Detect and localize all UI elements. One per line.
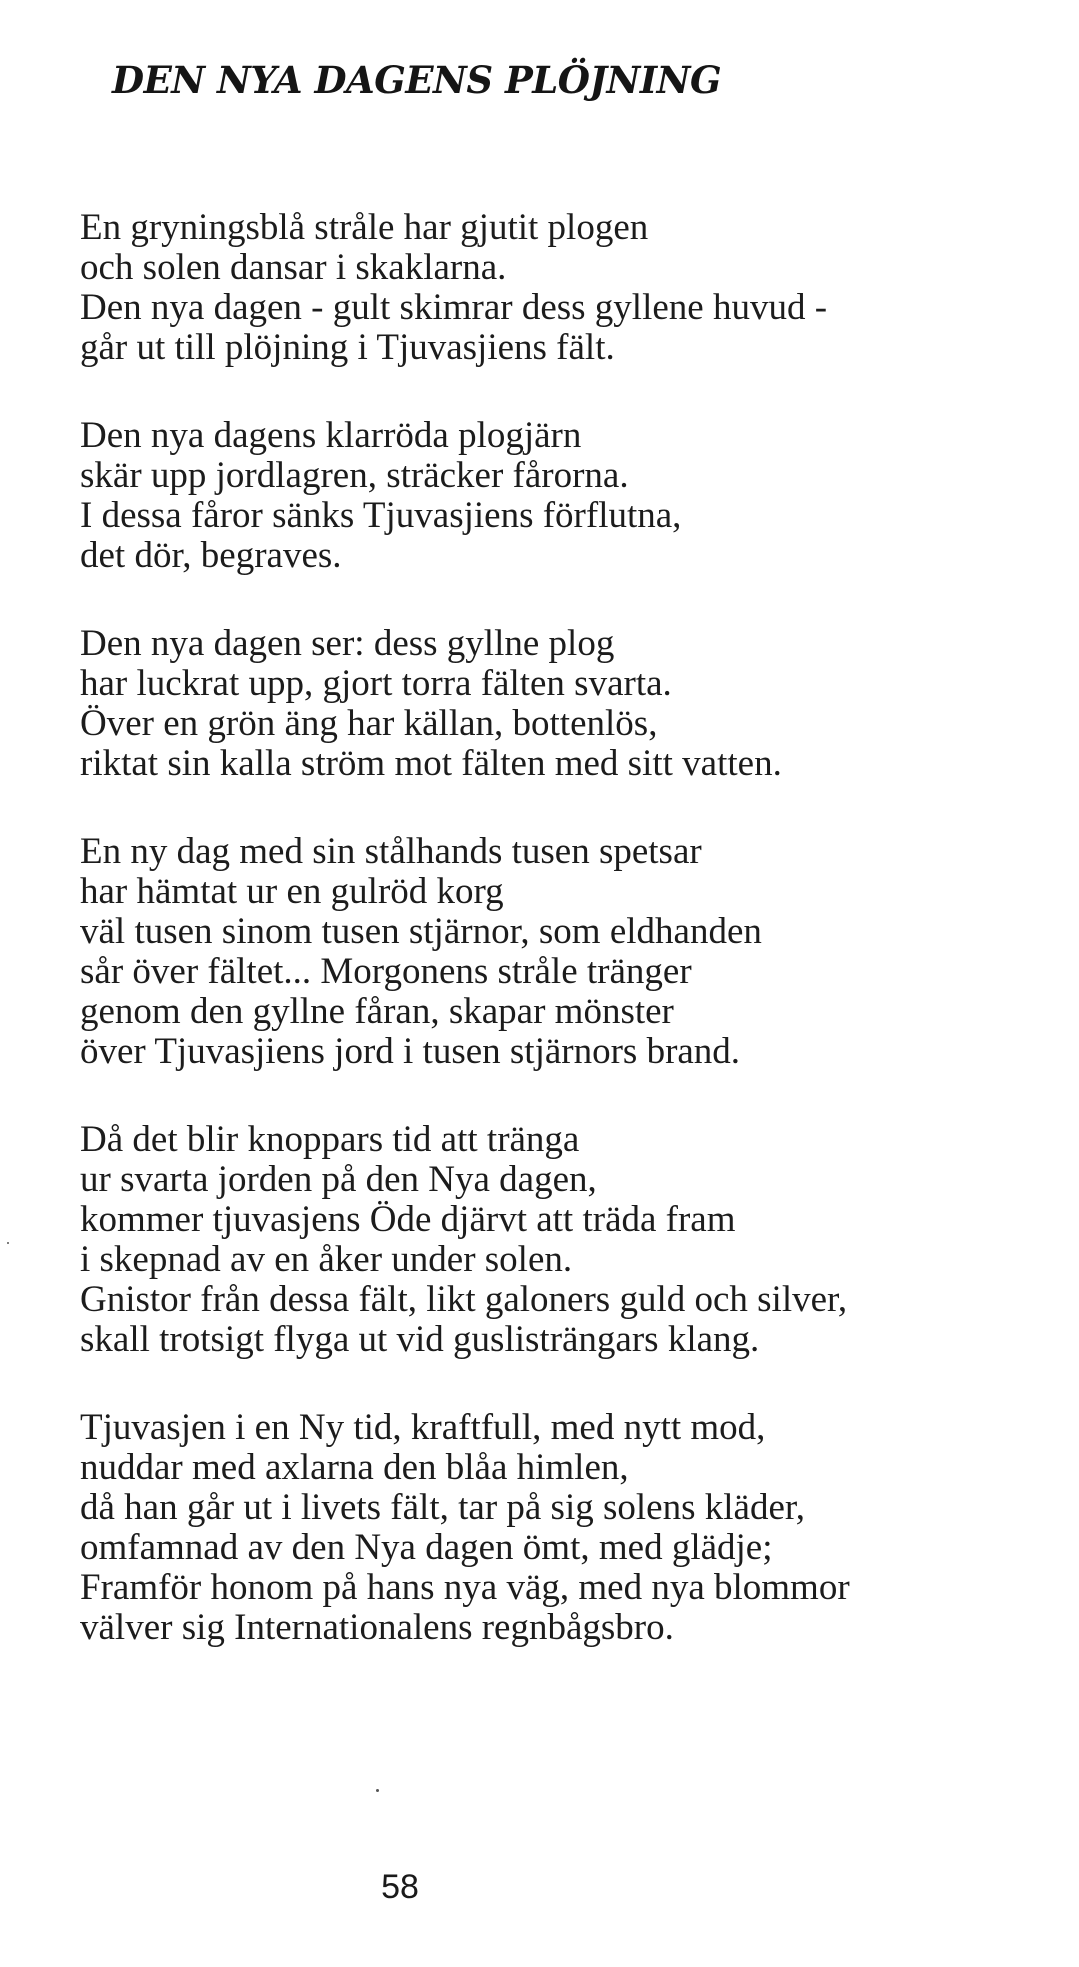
poem-line: Över en grön äng har källan, bottenlös, <box>80 703 658 744</box>
poem-line: kommer tjuvasjens Öde djärvt att träda fram <box>80 1199 736 1240</box>
poem-line: och solen dansar i skaklarna. <box>80 247 507 288</box>
poem-line: En gryningsblå stråle har gjutit plogen <box>80 207 649 248</box>
poem-line: då han går ut i livets fält, tar på sig solens kläder, <box>80 1487 805 1528</box>
poem-line: genom den gyllne fåran, skapar mönster <box>80 991 674 1032</box>
poem-line: omfamnad av den Nya dagen ömt, med glädje; <box>80 1527 773 1568</box>
poem-line: I dessa fåror sänks Tjuvasjiens förflutna, <box>80 495 682 536</box>
poem-line: Tjuvasjen i en Ny tid, kraftfull, med nytt mod, <box>80 1407 766 1448</box>
poem-line: En ny dag med sin stålhands tusen spetsar <box>80 831 702 872</box>
poem-line: har luckrat upp, gjort torra fälten svarta. <box>80 663 672 704</box>
poem-line: Den nya dagens klarröda plogjärn <box>80 415 582 456</box>
stanza <box>80 624 1040 784</box>
stanza <box>80 416 1040 576</box>
poem-line: Den nya dagen - gult skimrar dess gyllene huvud - <box>80 287 828 328</box>
poem-line: ur svarta jorden på den Nya dagen, <box>80 1159 597 1200</box>
scan-speck <box>7 1242 9 1244</box>
poem-line: har hämtat ur en gulröd korg <box>80 871 504 912</box>
poem-line: går ut till plöjning i Tjuvasjiens fält. <box>80 327 615 368</box>
poem-title: DEN NYA DAGENS PLÖJNING <box>112 58 722 102</box>
poem-line: skär upp jordlagren, sträcker fårorna. <box>80 455 629 496</box>
poem-line: i skepnad av en åker under solen. <box>80 1239 573 1280</box>
poem-line: Då det blir knoppars tid att tränga <box>80 1119 580 1160</box>
poem-line: Gnistor från dessa fält, likt galoners guld och silver, <box>80 1279 848 1320</box>
poem-line: nuddar med axlarna den blåa himlen, <box>80 1447 629 1488</box>
page-number: 58 <box>381 1868 419 1906</box>
poem-line: välver sig Internationalens regnbågsbro. <box>80 1607 674 1648</box>
scan-speck <box>376 1789 379 1792</box>
poem-line: Framför honom på hans nya väg, med nya blommor <box>80 1567 850 1608</box>
poem-line: över Tjuvasjiens jord i tusen stjärnors brand. <box>80 1031 741 1072</box>
stanza <box>80 208 1040 368</box>
poem-body <box>80 208 1040 1696</box>
poem-line: sår över fältet... Morgonens stråle tränger <box>80 951 692 992</box>
poem-line: riktat sin kalla ström mot fälten med sitt vatten. <box>80 743 782 784</box>
poem-line: Den nya dagen ser: dess gyllne plog <box>80 623 615 664</box>
poem-line: väl tusen sinom tusen stjärnor, som eldhanden <box>80 911 762 952</box>
stanza <box>80 1120 1040 1360</box>
stanza <box>80 1408 1040 1648</box>
poem-line: skall trotsigt flyga ut vid guslisträngars klang. <box>80 1319 760 1360</box>
stanza <box>80 832 1040 1072</box>
poem-line: det dör, begraves. <box>80 535 342 576</box>
